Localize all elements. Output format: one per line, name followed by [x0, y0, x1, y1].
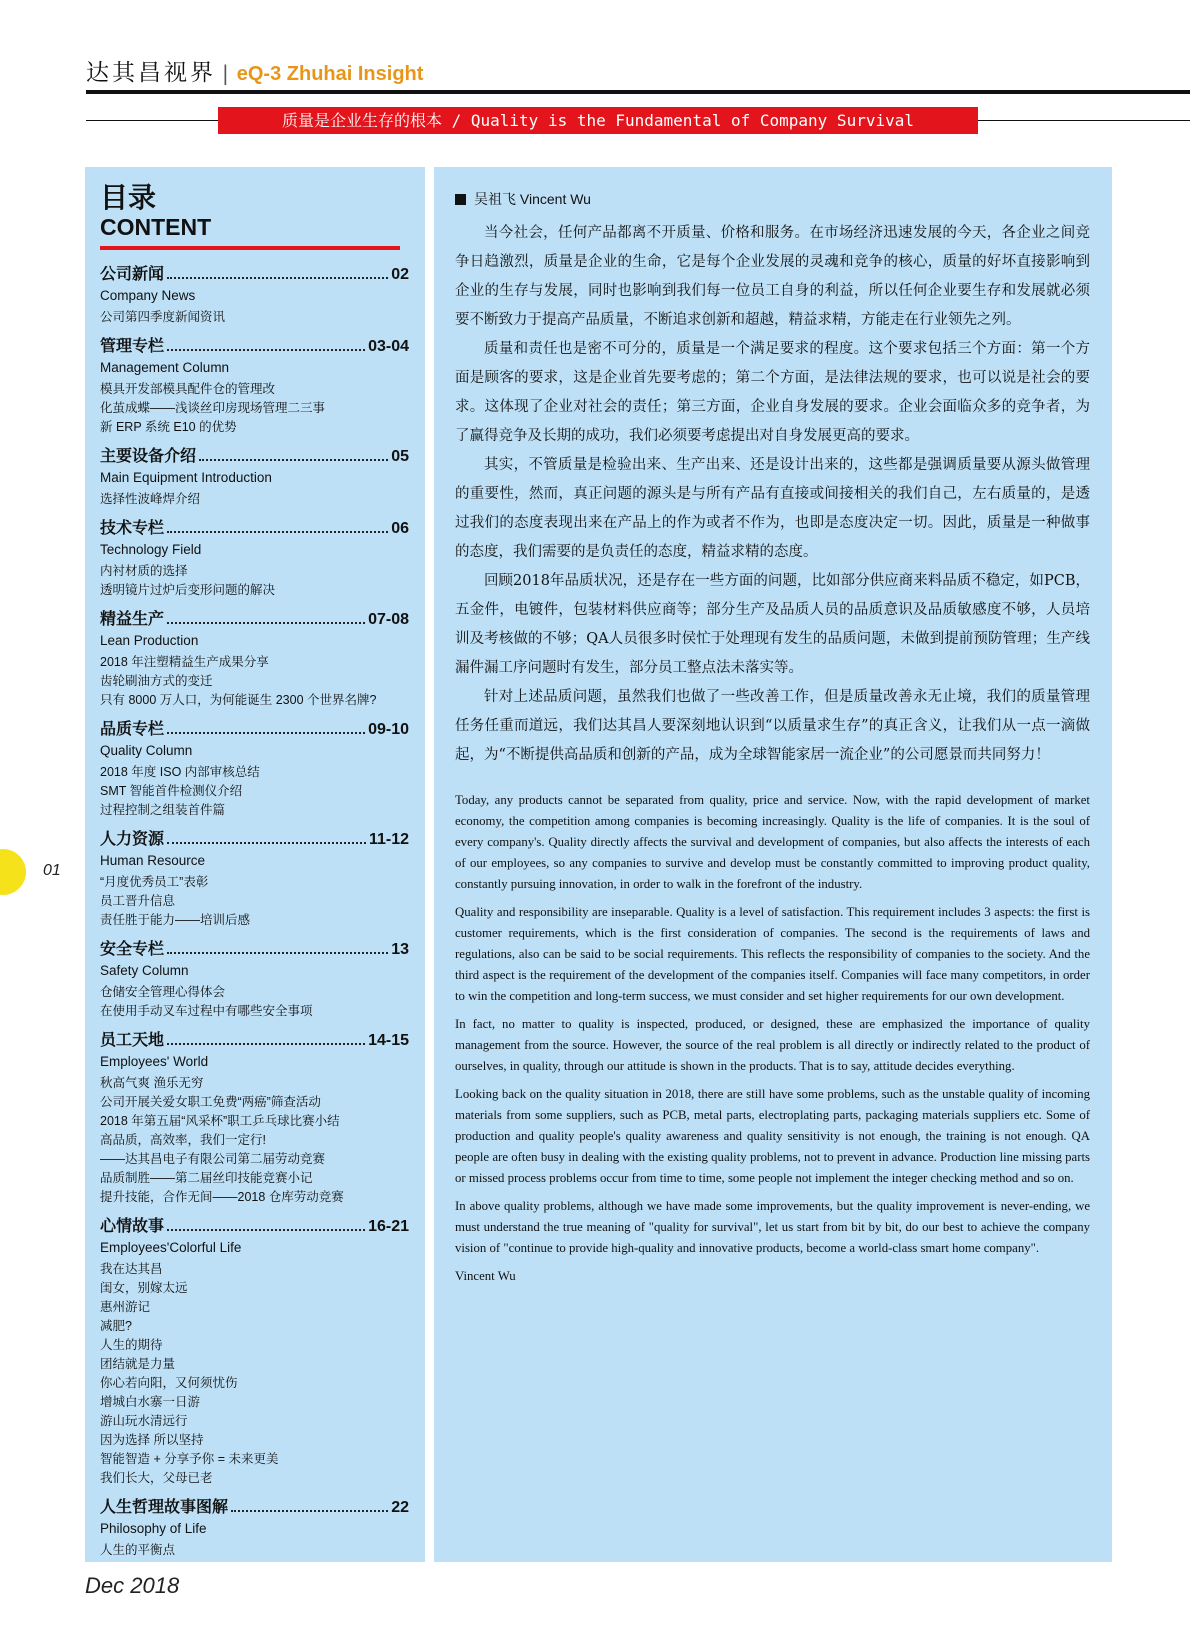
toc-entry: 公司第四季度新闻资讯 — [100, 310, 226, 324]
toc-section-subtitle: Safety Column — [100, 963, 189, 978]
toc-section-heading — [100, 1216, 409, 1238]
header-rule — [86, 90, 1190, 94]
toc-section-title: 品质专栏 — [100, 721, 165, 738]
toc-entry: 因为选择 所以坚持 — [100, 1433, 204, 1447]
toc-section-subtitle: Employees' World — [100, 1054, 209, 1069]
toc-entry: 内衬材质的选择 — [100, 564, 188, 578]
toc-entry: ——达其昌电子有限公司第二届劳动竞赛 — [100, 1152, 326, 1166]
toc-title-cn: 目录 — [100, 182, 157, 213]
toc-entry: 增城白水寨一日游 — [100, 1395, 201, 1409]
table-of-contents — [85, 167, 425, 1562]
toc-section-page: 06 — [391, 520, 409, 537]
toc-section — [100, 336, 409, 437]
article-body-en — [455, 790, 1090, 1259]
toc-section-page: 02 — [391, 266, 409, 283]
toc-entry: 秋高气爽 渔乐无穷 — [100, 1076, 204, 1090]
toc-divider — [100, 246, 400, 250]
toc-section-page: 05 — [391, 448, 409, 465]
toc-leader-dots — [231, 1510, 388, 1512]
toc-section-heading — [100, 518, 409, 540]
toc-section-title: 心情故事 — [100, 1218, 165, 1235]
toc-section-page: 09-10 — [368, 721, 409, 738]
toc-entry: 新 ERP 系统 E10 的优势 — [100, 420, 237, 434]
toc-section — [100, 1497, 409, 1560]
toc-section-title: 人力资源 — [100, 831, 165, 848]
toc-entry: 减肥? — [100, 1319, 132, 1333]
toc-entry: 齿轮刷油方式的变迁 — [100, 674, 213, 688]
toc-entry: 公司开展关爱女职工免费“两癌”筛查活动 — [100, 1095, 321, 1109]
toc-section-subtitle: Philosophy of Life — [100, 1521, 207, 1536]
paragraph-en: In fact, no matter to quality is inspected, produced, or designed, these are emphasized the importance of quality management from the source. However, the source of the real problem is all directly or indirectly related to the product of ourselves, in quality, through our attitude is shown in the products. That is to say, attitude decides everything. — [455, 1017, 1090, 1073]
paragraph-en: Today, any products cannot be separated from quality, price and service. Now, with the rapid development of market economy, the competition among companies is becoming increasingly. Quality is the life of companies. It is the soul of every company's. Quality directly affects the survival and development of companies, but also affects the interests of each of our employees, so any companies to survive and develop must be constantly committed to improving product quality, constantly pursuing innovation, in order to walk in the forefront of the industry. — [455, 793, 1090, 891]
editorial-article — [434, 167, 1112, 1562]
toc-entry: 透明镜片过炉后变形问题的解决 — [100, 583, 276, 597]
toc-leader-dots — [167, 732, 365, 734]
toc-section — [100, 446, 409, 509]
brand-title-en: eQ-3 Zhuhai Insight — [236, 63, 424, 85]
toc-entry: 品质制胜——第二届丝印技能竞赛小记 — [100, 1171, 313, 1185]
toc-section-subtitle: Company News — [100, 288, 196, 303]
toc-leader-dots — [167, 531, 388, 533]
toc-entry: 2018 年注塑精益生产成果分享 — [100, 655, 269, 669]
toc-entry: 2018 年第五届“风采杯”职工乒乓球比赛小结 — [100, 1114, 340, 1128]
toc-entry: 人生的平衡点 — [100, 1543, 176, 1557]
paragraph-cn: 其实，不管质量是检验出来、生产出来、还是设计出来的，这些都是强调质量要从源头做管理的重要性，然而，真正问题的源头是与所有产品有直接或间接相关的我们自己，左右质量的，是透过我们的态度表现出来在产品上的作为或者不作为，也即是态度决定一切。因此，质量是一种做事的态度，我们需要的是负责任的态度，精益求精的态度。 — [455, 457, 1090, 560]
toc-leader-dots — [167, 277, 388, 279]
toc-entry: 化茧成蝶——浅谈丝印房现场管理二三事 — [100, 401, 326, 415]
toc-leader-dots — [167, 1043, 365, 1045]
toc-section-heading — [100, 1497, 409, 1519]
toc-section-heading — [100, 446, 409, 468]
toc-section-subtitle: Employees'Colorful Life — [100, 1240, 242, 1255]
toc-entry: 闺女，别嫁太远 — [100, 1281, 188, 1295]
toc-entry: 我们长大，父母已老 — [100, 1471, 213, 1485]
paragraph-en: Quality and responsibility are inseparable. Quality is a level of satisfaction. This requirement includes 3 aspects: the first is customer requirements, which is the first consideration of companies. The second is the requirements of laws and regulations, also can be said to be social requirements. This reflects the responsibility of companies to the society. And the third aspect is the requirement of the development of the companies itself. Companies will face many competitors, in order to win the competition and long-term success, we must consider and set higher requirements for our own development. — [455, 905, 1090, 1003]
toc-section-title: 管理专栏 — [100, 338, 165, 355]
toc-section-page: 16-21 — [368, 1218, 409, 1235]
toc-entry: 惠州游记 — [100, 1300, 151, 1314]
page-marker-dot — [0, 849, 26, 895]
toc-entry: 高品质，高效率，我们一定行! — [100, 1133, 266, 1147]
toc-section-page: 14-15 — [368, 1032, 409, 1049]
toc-section-subtitle: Technology Field — [100, 542, 202, 557]
toc-leader-dots — [167, 1229, 365, 1231]
toc-section-subtitle: Lean Production — [100, 633, 199, 648]
toc-section — [100, 518, 409, 600]
toc-entry: 员工晋升信息 — [100, 894, 176, 908]
toc-section — [100, 1030, 409, 1207]
paragraph-cn: 质量和责任也是密不可分的，质量是一个满足要求的程度。这个要求包括三个方面：第一个方面是顾客的要求，这是企业首先要考虑的；第二个方面，是法律法规的要求，也可以说是社会的要求。这体现了企业对社会的责任；第三方面，企业自身发展的要求。企业会面临众多的竞争者，为了赢得竞争及长期的成功，我们必须要考虑提出对自身发展更高的要求。 — [455, 341, 1090, 444]
toc-entry: 过程控制之组装首件篇 — [100, 803, 226, 817]
toc-entry: 只有 8000 万人口，为何能诞生 2300 个世界名牌? — [100, 693, 377, 707]
toc-entry: 我在达其昌 — [100, 1262, 163, 1276]
toc-section-title: 技术专栏 — [100, 520, 165, 537]
magazine-header — [86, 54, 423, 92]
toc-entry: 团结就是力量 — [100, 1357, 176, 1371]
toc-section-page: 03-04 — [368, 338, 409, 355]
toc-leader-dots — [167, 842, 366, 844]
toc-section-list — [100, 264, 409, 1560]
toc-section-title: 精益生产 — [100, 611, 165, 628]
toc-section — [100, 1216, 409, 1488]
page-number: 01 — [43, 862, 61, 879]
toc-leader-dots — [199, 459, 388, 461]
toc-section-subtitle: Main Equipment Introduction — [100, 470, 272, 485]
toc-entry: 选择性波峰焊介绍 — [100, 492, 201, 506]
article-author — [455, 189, 1090, 209]
toc-section-heading — [100, 939, 409, 961]
toc-section — [100, 829, 409, 930]
article-body-cn — [455, 219, 1090, 770]
toc-section — [100, 609, 409, 710]
article-signature: Vincent Wu — [455, 1269, 516, 1283]
paragraph-cn: 当今社会，任何产品都离不开质量、价格和服务。在市场经济迅速发展的今天，各企业之间竞争日趋激烈，质量是企业的生命，它是每个企业发展的灵魂和竞争的核心，质量的好坏直接影响到企业的生存与发展，同时也影响到我们每一位员工自身的利益，所以任何企业要生存和发展就必须要不断致力于提高产品质量，不断追求创新和超越，精益求精，方能走在行业领先之列。 — [455, 225, 1090, 328]
toc-entry: 责任胜于能力——培训后感 — [100, 913, 251, 927]
paragraph-cn: 针对上述品质问题，虽然我们也做了一些改善工作，但是质量改善永无止境，我们的质量管理任务任重而道远，我们达其昌人要深刻地认识到“以质量求生存”的真正含义，让我们从一点一滴做起，为“不断提供高品质和创新的产品，成为全球智能家居一流企业”的公司愿景而共同努力！ — [455, 689, 1090, 763]
toc-section-title: 主要设备介绍 — [100, 448, 197, 465]
toc-section-title: 安全专栏 — [100, 941, 165, 958]
toc-section — [100, 939, 409, 1021]
toc-section-page: 22 — [391, 1499, 409, 1516]
toc-entry: 仓储安全管理心得体会 — [100, 985, 226, 999]
author-name: 吴祖飞 Vincent Wu — [474, 191, 591, 207]
toc-entry: SMT 智能首件检测仪介绍 — [100, 784, 243, 798]
toc-section-heading — [100, 829, 409, 851]
toc-section-title: 公司新闻 — [100, 266, 165, 283]
toc-entry: 游山玩水清远行 — [100, 1414, 188, 1428]
brand-separator: | — [222, 61, 229, 85]
toc-entry: 你心若向阳，又何须忧伤 — [100, 1376, 238, 1390]
toc-section-heading — [100, 336, 409, 358]
toc-section-title: 员工天地 — [100, 1032, 165, 1049]
paragraph-en: In above quality problems, although we have made some improvements, but the quality improvement is never-ending, we must understand the true meaning of "quality for survival", let us start from bit by bit, do our best to achieve the company vision of "continue to provide high-quality and innovative products, become a world-class smart home company". — [455, 1199, 1090, 1255]
toc-entry: 模具开发部模具配件仓的管理改 — [100, 382, 276, 396]
toc-entry: 智能智造 + 分享予你 = 未来更美 — [100, 1452, 279, 1466]
toc-section-page: 07-08 — [368, 611, 409, 628]
toc-leader-dots — [167, 622, 365, 624]
toc-section-page: 13 — [391, 941, 409, 958]
toc-section — [100, 264, 409, 327]
toc-title-en: CONTENT — [100, 214, 212, 240]
toc-section-title: 人生哲理故事图解 — [100, 1499, 229, 1516]
brand-title-cn: 达其昌视界 — [86, 60, 216, 86]
toc-leader-dots — [167, 349, 365, 351]
toc-leader-dots — [167, 952, 388, 954]
paragraph-cn: 回顾2018年品质状况，还是存在一些方面的问题，比如部分供应商来料品质不稳定，如PCB，五金件，电镀件，包装材料供应商等；部分生产及品质人员的品质意识及品质敏感度不够，人员培训及考核做的不够；QA人员很多时侯忙于处理现有发生的品质问题，未做到提前预防管理；生产线漏件漏工序问题时有发生，部分员工整点法未落实等。 — [455, 573, 1090, 676]
toc-section-subtitle: Management Column — [100, 360, 230, 375]
toc-entry: 2018 年度 ISO 内部审核总结 — [100, 765, 260, 779]
toc-entry: 提升技能，合作无间——2018 仓库劳动竞赛 — [100, 1190, 344, 1204]
toc-section-heading — [100, 609, 409, 631]
issue-date: Dec 2018 — [85, 1573, 180, 1598]
toc-section-subtitle: Human Resource — [100, 853, 206, 868]
paragraph-en: Looking back on the quality situation in 2018, there are still have some problems, such as the unstable quality of incoming materials from some suppliers, such as PCB, metal parts, electroplating parts, packaging materials suppliers etc. Some of production and quality people's quality awareness and quality sensitivity is not enough, the training is not enough. QA people are often busy in dealing with the existing quality problems, not to prevent in advance. Production line missing parts or missed process problems occur from time to time, some people not implement the integer checking method and so on. — [455, 1087, 1090, 1185]
toc-section-subtitle: Quality Column — [100, 743, 193, 758]
toc-section-page: 11-12 — [368, 831, 409, 848]
toc-section-heading — [100, 1030, 409, 1052]
bullet-square-icon — [455, 194, 466, 205]
theme-banner: 质量是企业生存的根本 / Quality is the Fundamental of Company Survival — [218, 107, 978, 134]
toc-entry: 在使用手动叉车过程中有哪些安全事项 — [100, 1004, 313, 1018]
toc-entry: 人生的期待 — [100, 1338, 163, 1352]
toc-section — [100, 719, 409, 820]
toc-section-heading — [100, 264, 409, 286]
toc-entry: “月度优秀员工”表彰 — [100, 875, 209, 889]
toc-section-heading — [100, 719, 409, 741]
